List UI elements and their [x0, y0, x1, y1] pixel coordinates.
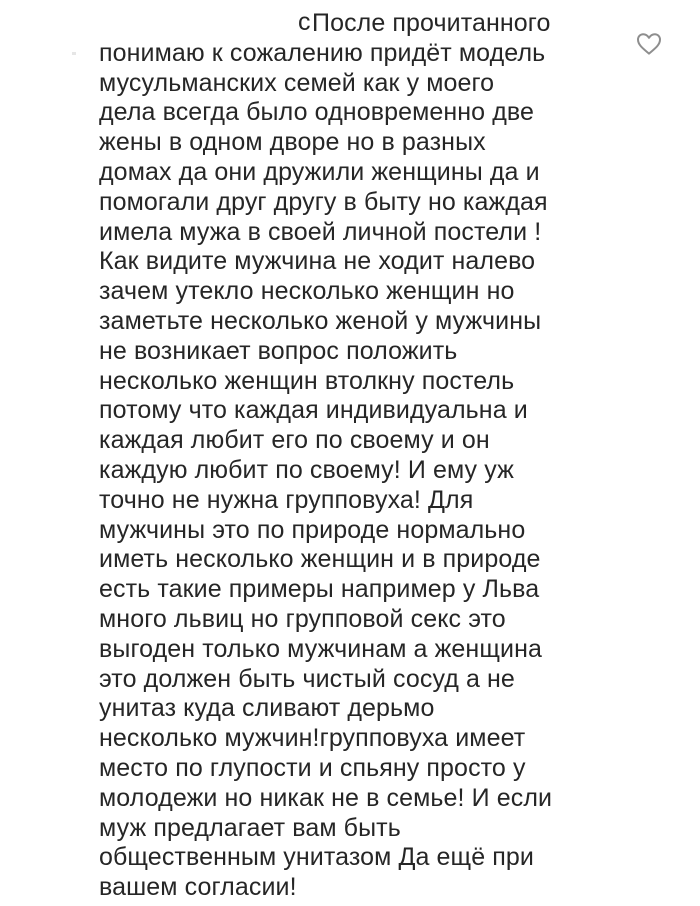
comment-line-8: имела мужа в своей личной постели ! [99, 217, 542, 246]
comment-line-14: потому что каждая индивидуальна и [99, 396, 528, 425]
comment-line-21: много львиц но групповой секс это [99, 604, 506, 633]
avatar-edge [72, 52, 76, 55]
comment-line-23: это должен быть чистый сосуд а не [99, 664, 515, 693]
comment-line-16: каждую любит по своему! И ему уж [99, 455, 514, 484]
comment-line-1 [99, 9, 619, 39]
comment-line-24: унитаз куда сливают дерьмо [99, 694, 435, 723]
comment-line-4: дела всегда было одновременно две [99, 98, 535, 127]
comment-line-13: несколько женщин втолкну постель [99, 366, 515, 395]
comment-line-30: вашем согласии! [99, 873, 297, 902]
comment-line-2: понимаю к сожалению придёт модель [99, 38, 546, 67]
comment-line-18: мужчины это по природе нормально [99, 515, 526, 544]
comment-line-22: выгоден только мужчинам а женщина [99, 634, 542, 663]
comment-line-26: место по глупости и спьяну просто у [99, 753, 526, 782]
comment-line-3: мусульманских семей как у моего [99, 68, 495, 97]
comment-line-20: есть такие примеры например у Льва [99, 575, 540, 604]
comment-line-15: каждая любит его по своему и он [99, 426, 490, 455]
comment-line-11: заметьте несколько женой у мужчины [99, 306, 542, 335]
comment-line-10: зачем утекло несколько женщин но [99, 277, 515, 306]
comment-line-6: домах да они дружили женщины да и [99, 157, 540, 186]
comment-line-25: несколько мужчин!групповуха имеет [99, 724, 526, 753]
truncated-character: с [298, 8, 311, 36]
comment-line-19: иметь несколько женщин и в природе [99, 545, 541, 574]
comment-line-7: помогали друг другу в быту но каждая [99, 187, 548, 216]
comment-line-1-text: После прочитанного [312, 9, 551, 37]
comment-line-27: молодежи но никак не в семье! И если [99, 783, 553, 812]
heart-outline-icon [636, 32, 662, 56]
comment-line-29: общественным унитазом Да ещё при [99, 843, 534, 872]
comment-line-9: Как видите мужчина не ходит налево [99, 247, 536, 276]
comment-line-5: жены в одном дворе но в разных [99, 128, 486, 157]
like-button[interactable] [636, 32, 662, 56]
comment-line-17: точно не нужна групповуха! Для [99, 485, 474, 514]
comment-line-28: муж предлагает вам быть [99, 813, 401, 842]
comment-body [99, 9, 619, 903]
comment-line-12: не возникает вопрос положить [99, 336, 458, 365]
